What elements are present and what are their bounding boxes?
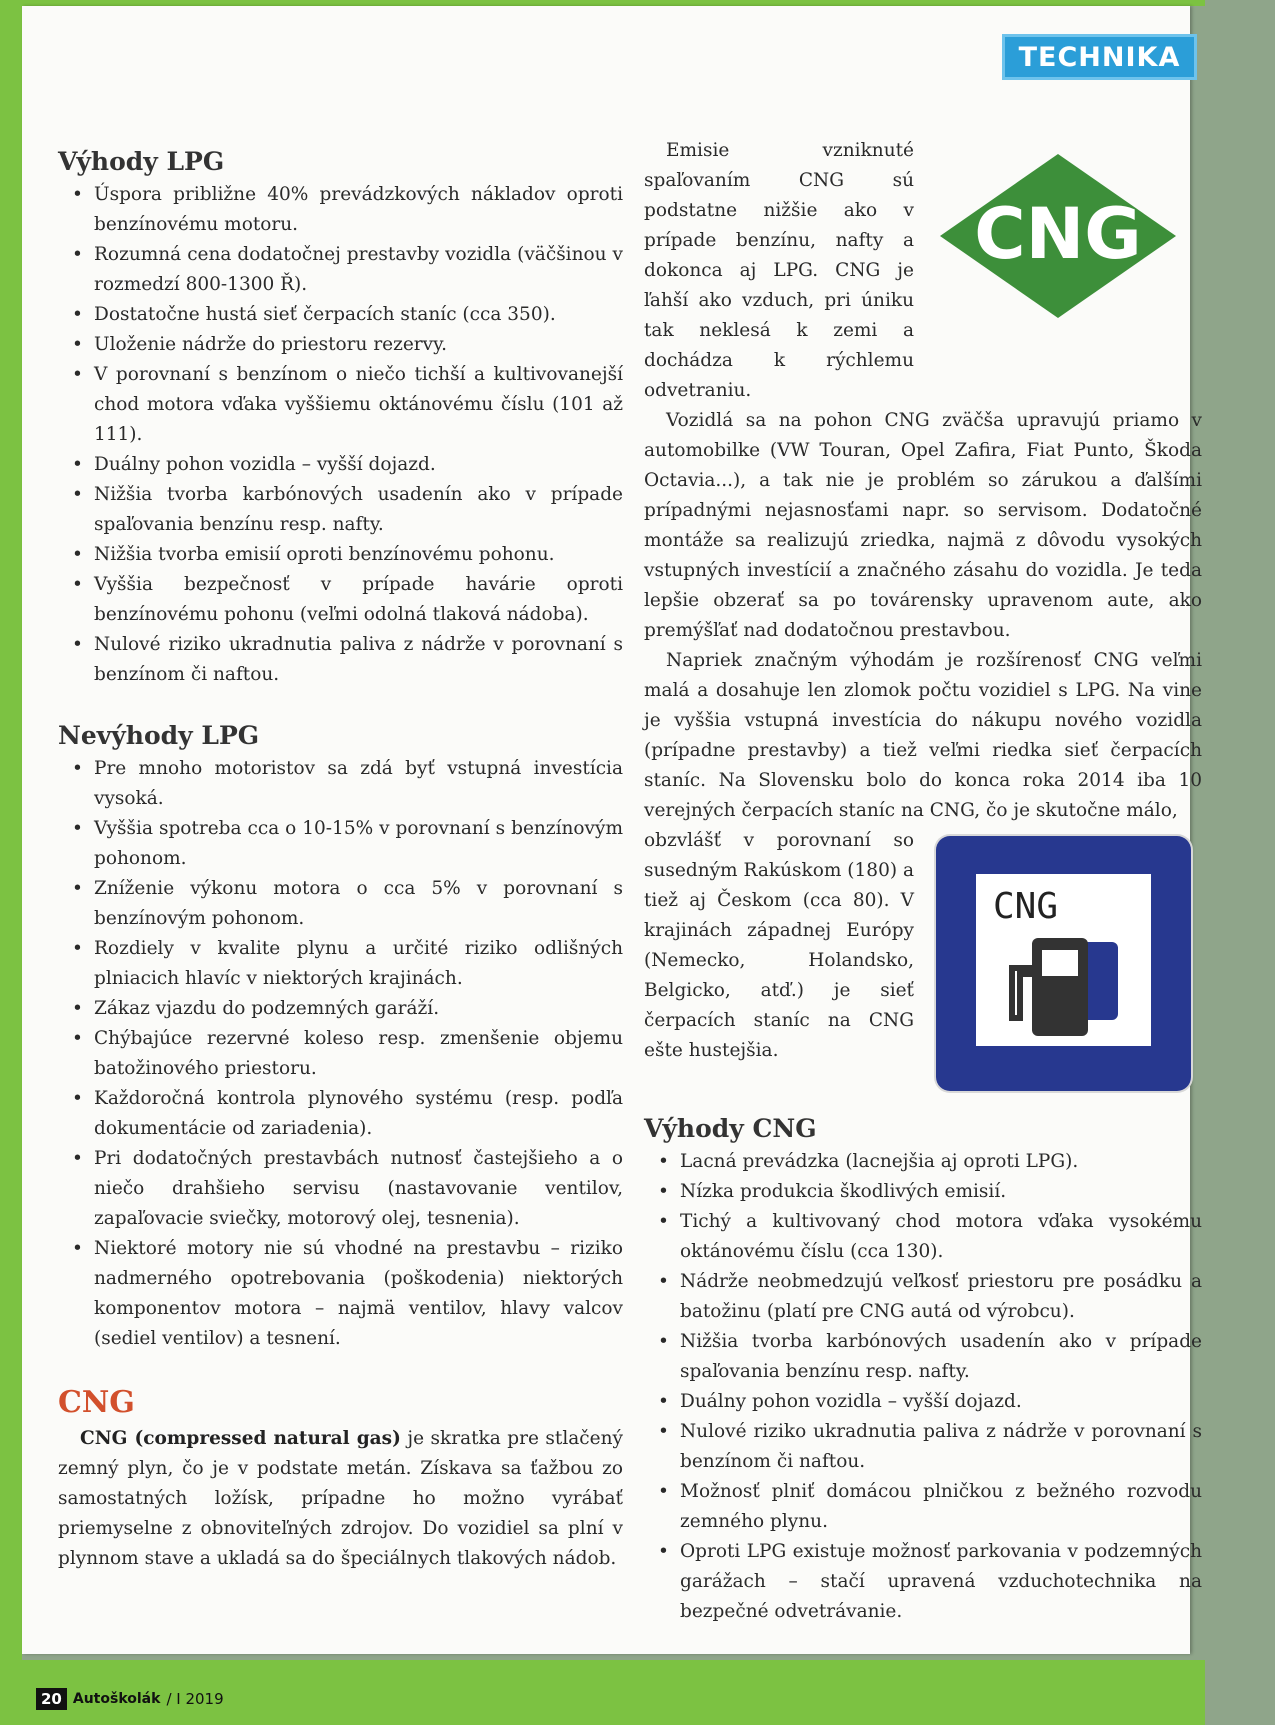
list-item: • Uloženie nádrže do priestoru rezervy. <box>58 330 623 360</box>
issue-label: / I 2019 <box>166 1690 224 1708</box>
list-item: • Oproti LPG existuje možnosť parkovania v podzemných garážach – stačí upravená vzduchotechnika na bezpečné odvetrávanie. <box>644 1537 1202 1627</box>
lpg-pros-heading: Výhody LPG <box>58 147 225 176</box>
list-item: • Nízka produkcia škodlivých emisií. <box>644 1177 1202 1207</box>
magazine-page <box>22 6 1202 1654</box>
cng-intro-text: je skratka pre stlačený zemný plyn, čo je v podstate metán. Získava sa ťažbou zo samostatných ložísk, prípadne ho možno vyrábať priemyselne z obnoviteľných zdrojov. Do vozidiel sa plní v plynnom stave a ukladá sa do špeciálnych tlakových nádob. <box>58 1428 623 1569</box>
list-item: • Úspora približne 40% prevádzkových nákladov oproti benzínovému motoru. <box>58 180 623 240</box>
list-item: • Nádrže neobmedzujú veľkosť priestoru pre posádku a batožinu (platí pre CNG autá od výrobcu). <box>644 1267 1202 1327</box>
napriek-paragraph: Napriek značným výhodám je rozšírenosť CNG veľmi malá a dosahuje len zlomok počtu vozidiel s LPG. Na vine je vyššia vstupná investícia do nákupu nového vozidla (prípadne prestavby) a tiež veľmi riedka sieť čerpacích staníc. Na Slovensku bolo do konca roka 2014 iba 10 verejných čerpacích staníc na CNG, čo je skutočne málo, <box>644 650 1202 821</box>
list-item: • Každoročná kontrola plynového systému (resp. podľa dokumentácie od zariadenia). <box>58 1084 623 1144</box>
left-column <box>58 144 623 1574</box>
list-item: • Nižšia tvorba emisií oproti benzínovému pohonu. <box>58 540 623 570</box>
cng-station-sign <box>936 836 1191 1091</box>
list-item: • Duálny pohon vozidla – vyšší dojazd. <box>58 450 623 480</box>
page-footer <box>36 1688 224 1710</box>
sign-label: CNG <box>993 886 1059 927</box>
list-item: • Dostatočne hustá sieť čerpacích staníc (cca 350). <box>58 300 623 330</box>
list-item: • Nulové riziko ukradnutia paliva z nádrže v porovnaní s benzínom či naftou. <box>58 630 623 690</box>
fuel-pump-icon <box>976 874 1151 1046</box>
list-item: • Vyššia bezpečnosť v prípade havárie oproti benzínovému pohonu (veľmi odolná tlaková nádoba). <box>58 570 623 630</box>
list-item: • Rozumná cena dodatočnej prestavby vozidla (väčšinou v rozmedzí 800-1300 Ř). <box>58 240 623 300</box>
list-item: • Pri dodatočných prestavbách nutnosť častejšieho a o niečo drahšieho servisu (nastavovanie ventilov, zapaľovacie sviečky, motorový olej, tesnenia). <box>58 1144 623 1234</box>
magazine-brand: Autoškolák <box>72 1691 161 1707</box>
right-column <box>644 136 1202 1627</box>
lpg-cons-heading: Nevýhody LPG <box>58 721 260 750</box>
list-item: • Vyššia spotreba cca o 10-15% v porovnaní s benzínovým pohonom. <box>58 814 623 874</box>
cng-intro-paragraph <box>58 1424 623 1574</box>
cng-intro-bold: CNG (compressed natural gas) <box>80 1428 401 1449</box>
vozidla-paragraph: Vozidlá sa na pohon CNG zväčša upravujú priamo v automobilke (VW Touran, Opel Zafira, Fiat Punto, Škoda Octavia...), a tak nie je problém so zárukou a ďalšími prípadnými nejasnosťami napr. so servisom. Dodatočné montáže sa realizujú zriedka, najmä z dôvodu vysokých vstupných investícií a značného zásahu do vozidla. Je teda lepšie obzerať sa po továrensky upravenom aute, ako premýšľať nad dodatočnou prestavbou. <box>644 410 1202 641</box>
lpg-cons-list <box>58 754 623 1354</box>
list-item: • Tichý a kultivovaný chod motora vďaka vysokému oktánovému číslu (cca 130). <box>644 1207 1202 1267</box>
emisie-paragraph: Emisie vzniknuté spaľovaním CNG sú podstatne nižšie ako v prípade benzínu, nafty a dokonca aj LPG. CNG je ľahší ako vzduch, pri úniku tak neklesá k zemi a dochádza k rýchlemu odvetraniu. <box>644 140 914 401</box>
cng-logo-text: CNG <box>974 193 1142 275</box>
list-item: • V porovnaní s benzínom o niečo tichší a kultivovanejší chod motora vďaka vyššiemu oktánovému číslu (101 až 111). <box>58 360 623 450</box>
list-item: • Nižšia tvorba karbónových usadenín ako v prípade spaľovania benzínu resp. nafty. <box>644 1327 1202 1387</box>
list-item: • Rozdiely v kvalite plynu a určité riziko odlišných plniacich hlavíc v niektorých krajinách. <box>58 934 623 994</box>
list-item: • Nižšia tvorba karbónových usadenín ako v prípade spaľovania benzínu resp. nafty. <box>58 480 623 540</box>
list-item: • Lacná prevádzka (lacnejšia aj oproti LPG). <box>644 1147 1202 1177</box>
list-item: • Duálny pohon vozidla – vyšší dojazd. <box>644 1387 1202 1417</box>
section-tag: TECHNIKA <box>1002 34 1197 80</box>
list-item: • Chýbajúce rezervné koleso resp. zmenšenie objemu batožinového priestoru. <box>58 1024 623 1084</box>
list-item: • Zákaz vjazdu do podzemných garáží. <box>58 994 623 1024</box>
list-item: • Pre mnoho motoristov sa zdá byť vstupná investícia vysoká. <box>58 754 623 814</box>
list-item: • Možnosť plniť domácou plničkou z bežného rozvodu zemného plynu. <box>644 1477 1202 1537</box>
page-number: 20 <box>36 1688 67 1710</box>
obzvlast-paragraph: obzvlášť v porovnaní so susedným Rakúskom (180) a tiež aj Českom (cca 80). V krajinách západnej Európy (Nemecko, Holandsko, Belgicko, atď.) je sieť čerpacích staníc na CNG ešte hustejšia. <box>644 830 914 1061</box>
lpg-pros-list <box>58 180 623 690</box>
cng-pros-list <box>644 1147 1202 1627</box>
list-item: • Nulové riziko ukradnutia paliva z nádrže v porovnaní s benzínom či naftou. <box>644 1417 1202 1477</box>
list-item: • Zníženie výkonu motora o cca 5% v porovnaní s benzínovým pohonom. <box>58 874 623 934</box>
page-left-border <box>0 0 22 1725</box>
cng-diamond-logo <box>928 146 1188 326</box>
cng-heading: CNG <box>58 1385 135 1420</box>
list-item: • Niektoré motory nie sú vhodné na prestavbu – riziko nadmerného opotrebovania (poškodenia) niektorých komponentov motora – najmä ventilov, hlavy valcov (sediel ventilov) a tesnení. <box>58 1234 623 1354</box>
cng-pros-heading: Výhody CNG <box>644 1114 817 1143</box>
